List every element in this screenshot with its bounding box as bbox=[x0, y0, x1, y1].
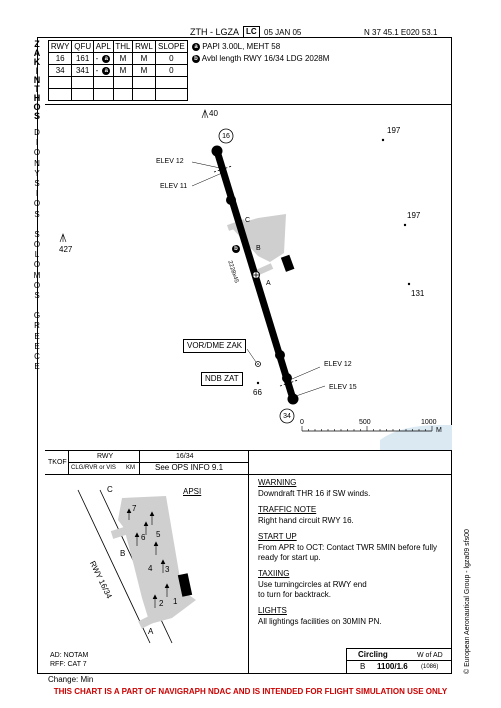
scale-label-0: 0 bbox=[300, 419, 304, 426]
side-subtitle-letter: S bbox=[34, 291, 40, 300]
vor-dme-label: VOR/DME ZAK bbox=[183, 339, 246, 353]
side-title-letter: H bbox=[33, 93, 41, 103]
info-section-line: to turn for backtrack. bbox=[258, 590, 331, 599]
rwy34-label: 34 bbox=[283, 413, 291, 420]
tkof-rwy-value: 16/34 bbox=[176, 453, 194, 460]
info-section bbox=[258, 505, 448, 526]
sim-disclaimer: THIS CHART IS A PART OF NAVIGRAPH NDAC AND IS INTENDED FOR FLIGHT SIMULATION USE ONLY bbox=[53, 687, 448, 696]
side-subtitle-letter: O bbox=[33, 199, 41, 209]
obstacle-427: 427 bbox=[59, 245, 73, 254]
obstacle-40: 40 bbox=[209, 109, 218, 118]
turn-circle-16 bbox=[212, 146, 223, 157]
obstacle-66: 66 bbox=[253, 388, 262, 397]
side-title-letter: I bbox=[35, 66, 39, 76]
airport-coords: N 37 45.1 E020 53.1 bbox=[364, 28, 438, 37]
obstacle-197-a: 197 bbox=[387, 126, 401, 135]
side-subtitle-letter: O bbox=[33, 260, 41, 270]
apsi-diagram bbox=[45, 475, 248, 650]
side-title-letter: S bbox=[33, 111, 40, 121]
scale-label-1000: 1000 bbox=[421, 419, 437, 426]
apsi-taxiway-a: A bbox=[148, 627, 154, 636]
circling-alt: (1086) bbox=[421, 664, 439, 670]
side-subtitle-letter: S bbox=[34, 229, 40, 239]
obstacle-131: 131 bbox=[411, 289, 425, 298]
col-rwy: RWY bbox=[49, 41, 72, 53]
side-title-letter: N bbox=[33, 75, 41, 85]
note-a: a PAPI 3.00L, MEHT 58 bbox=[192, 43, 280, 51]
side-subtitle-letter: O bbox=[33, 280, 41, 290]
side-subtitle-letter: L bbox=[34, 250, 40, 260]
apsi-stand-2: 2 bbox=[159, 599, 164, 608]
tkof-clg-label: CLG/RVR or VIS bbox=[71, 465, 116, 471]
note-a-marker: a bbox=[102, 67, 110, 75]
side-subtitle-letter: I bbox=[35, 138, 39, 148]
info-section-line: Use turningcircles at RWY end bbox=[258, 580, 367, 589]
info-sections bbox=[258, 478, 448, 633]
tkof-rwy-label: RWY bbox=[97, 453, 114, 460]
side-subtitle-letter: C bbox=[34, 352, 40, 361]
rff-cat: RFF: CAT 7 bbox=[50, 661, 87, 668]
side-subtitle-letter: D bbox=[34, 128, 40, 137]
col-slope: SLOPE bbox=[155, 41, 187, 53]
side-title bbox=[31, 37, 45, 377]
copyright: © European Aeronautical Group - lgza09 sfs00 bbox=[464, 529, 471, 674]
scale-label-500: 500 bbox=[359, 419, 371, 426]
circling-label: Circling bbox=[358, 650, 388, 659]
info-section-line: Right hand circuit RWY 16. bbox=[258, 516, 354, 525]
apsi-stand-3: 3 bbox=[165, 565, 170, 574]
elev-thr34: ELEV 12 bbox=[324, 361, 352, 368]
rwy16-label: 16 bbox=[222, 133, 230, 140]
side-subtitle-letter: N bbox=[34, 158, 40, 168]
side-title-letter: T bbox=[34, 84, 40, 94]
info-section-line: Downdraft THR 16 if SW winds. bbox=[258, 489, 371, 498]
side-title-letter: K bbox=[33, 57, 41, 67]
col-rwl: RWL bbox=[133, 41, 155, 53]
elev-thr16: ELEV 12 bbox=[156, 158, 184, 165]
side-subtitle-letter: E bbox=[34, 331, 40, 341]
info-section-title: LIGHTS bbox=[258, 606, 287, 615]
side-subtitle-letter: Y bbox=[34, 168, 40, 178]
note-b: b Avbl length RWY 16/34 LDG 2028M bbox=[192, 55, 329, 63]
tkof-label: TKOF bbox=[48, 459, 67, 466]
taxiway-c-label: C bbox=[245, 217, 251, 224]
taxiway-a-label: A bbox=[266, 280, 271, 287]
apsi-stand-4: 4 bbox=[148, 564, 153, 573]
side-subtitle-letter: S bbox=[34, 209, 40, 219]
apsi-title: APSI bbox=[183, 487, 202, 496]
info-section-line: ready for start up. bbox=[258, 553, 321, 562]
circling-minima: 1100/1.6 bbox=[377, 662, 408, 671]
side-subtitle-letter: I bbox=[35, 189, 39, 199]
side-subtitle-letter: M bbox=[33, 270, 41, 280]
info-section bbox=[258, 532, 448, 563]
note-a-icon: a bbox=[192, 43, 200, 51]
obstacle-icon bbox=[60, 234, 66, 242]
apsi-stand-6: 6 bbox=[141, 533, 146, 542]
table-row: 16 161 - a M M 0 bbox=[49, 53, 188, 65]
info-section-title: START UP bbox=[258, 532, 297, 541]
circling-cat: B bbox=[360, 662, 366, 671]
turn-circle-34 bbox=[288, 394, 299, 405]
col-qfu: QFU bbox=[72, 41, 94, 53]
side-subtitle-letter: E bbox=[34, 362, 40, 372]
obstacle-icon bbox=[202, 110, 208, 118]
chart-date: 05 JAN 05 bbox=[264, 28, 302, 37]
tkof-km-label: KM bbox=[126, 465, 135, 471]
apsi-taxiway-b: B bbox=[120, 549, 126, 558]
info-section bbox=[258, 569, 448, 600]
lc-badge: LC bbox=[243, 26, 260, 38]
scale-unit: M bbox=[436, 427, 442, 434]
col-apl: APL bbox=[93, 41, 113, 53]
elev-rwy34: ELEV 15 bbox=[329, 384, 357, 391]
runway-table bbox=[48, 40, 188, 101]
info-section-line: From APR to OCT: Contact TWR 5MIN before fully bbox=[258, 543, 438, 552]
side-subtitle-letter: G bbox=[33, 311, 41, 321]
side-title-letter: O bbox=[33, 102, 41, 112]
airport-ident: ZTH - LGZA bbox=[190, 27, 239, 37]
tkof-vis-value: See OPS INFO 9.1 bbox=[155, 463, 224, 472]
ad-notam: AD: NOTAM bbox=[50, 652, 89, 659]
table-row: 34 341 - a M M 0 bbox=[49, 65, 188, 77]
obstacle-197-b: 197 bbox=[407, 211, 421, 220]
note-b-icon: b bbox=[192, 55, 200, 63]
apsi-rwy-label: RWY 16/34 bbox=[87, 559, 114, 601]
note-a-marker: a bbox=[102, 55, 110, 63]
runway-b-marker: b bbox=[232, 240, 240, 258]
aerodrome-map bbox=[45, 105, 452, 450]
info-section-title: TRAFFIC NOTE bbox=[258, 505, 317, 514]
info-section bbox=[258, 478, 448, 499]
circling-wod: W of AD bbox=[417, 652, 443, 659]
apsi-taxiway-c: C bbox=[107, 485, 113, 494]
apsi-stand-1: 1 bbox=[173, 597, 178, 606]
apsi-apron bbox=[118, 496, 196, 624]
change-note: Change: Min bbox=[48, 675, 94, 684]
side-title-letter: Z bbox=[34, 39, 40, 49]
circling-box bbox=[346, 648, 452, 674]
info-section bbox=[258, 606, 448, 627]
elev-rwy16: ELEV 11 bbox=[160, 183, 188, 190]
side-subtitle-letter: O bbox=[33, 148, 41, 158]
taxiway-b-label: B bbox=[256, 245, 261, 252]
side-subtitle-letter: E bbox=[34, 341, 40, 351]
ndb-label: NDB ZAT bbox=[201, 372, 243, 386]
info-section-title: TAXIING bbox=[258, 569, 290, 578]
runway-dimensions: 2228x45 bbox=[226, 260, 240, 284]
terminal-building bbox=[281, 255, 295, 272]
side-subtitle-letter: S bbox=[34, 179, 40, 188]
side-title-letter: A bbox=[33, 48, 41, 58]
apsi-stand-5: 5 bbox=[156, 530, 161, 539]
info-section-title: WARNING bbox=[258, 478, 297, 487]
side-subtitle-letter: O bbox=[33, 240, 41, 249]
side-subtitle-letter: R bbox=[34, 321, 40, 331]
col-thl: THL bbox=[113, 41, 133, 53]
apsi-stand-7: 7 bbox=[132, 504, 137, 513]
info-section-line: All lightings facilities on 30MIN PN. bbox=[258, 617, 382, 626]
